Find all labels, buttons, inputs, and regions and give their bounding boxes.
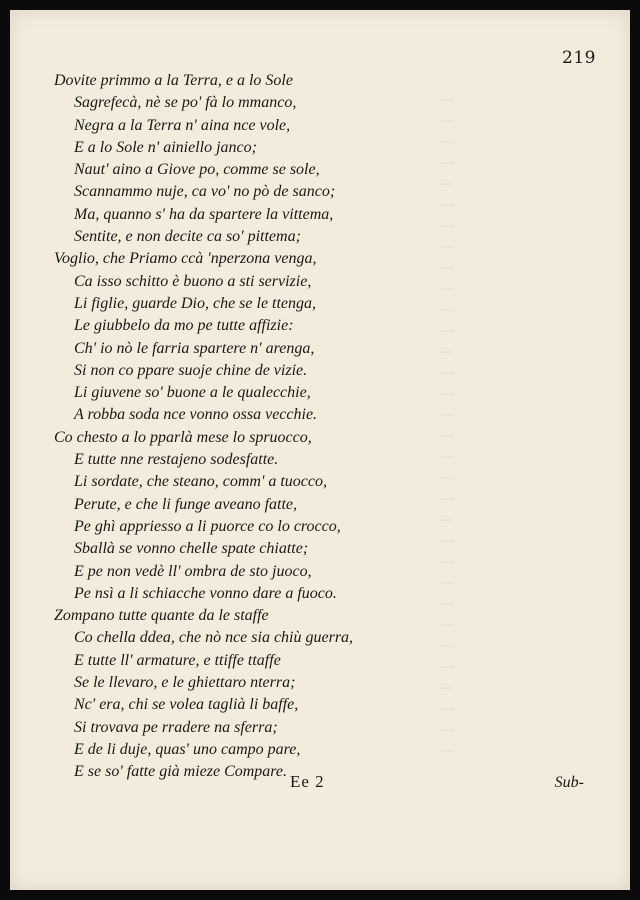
poem-line: Si non co ppare suoje chine de vizie. [74,361,308,379]
poem-line: Pe nsì a li schiacche vonno dare a fuoco. [74,584,337,602]
poem-line: E a lo Sole n' ainiello janco; [74,138,257,156]
poem-line: Ca isso schitto è buono a sti servizie, [74,272,312,290]
poem-line: Scannammo nuje, ca vo' no pò de sanco; [74,183,336,201]
signature-mark: Ee 2 [290,772,325,791]
poem-line: Pe ghì appriesso a li puorce co lo crocco, [74,517,341,535]
poem-line: Co chella ddea, che nò nce sia chiù guerra, [74,629,354,647]
poem-line: Naut' aino a Giove po, comme se sole, [74,161,320,179]
poem-line: Ma, quanno s' ha da spartere la vittema, [74,205,334,223]
page-footer [10,772,630,798]
poem-line: E pe non vedè ll' ombra de sto juoco, [74,562,312,580]
poem-line: Ch' io nò le farria spartere n' arenga, [74,339,315,357]
show-through-text: — — — — — — — — — — — — — — — — — — — — — — — — — — — — — — — — [440,92,454,759]
poem-line: Se le llevaro, e le ghiettaro nterra; [74,674,296,692]
poem-line: Sballà se vonno chelle spate chiatte; [74,540,309,558]
poem-line: Sagrefecà, nè se po' fà lo mmanco, [74,94,297,112]
page-number: 219 [562,48,596,68]
poem-line: Co chesto a lo pparlà mese lo spruocco, [54,428,312,446]
poem-line: Li giuvene so' buone a le qualecchie, [74,384,311,402]
book-page [10,10,630,890]
poem-line: Si trovava pe rradere na sferra; [74,718,278,736]
poem-line: E de li duje, quas' uno campo pare, [74,740,301,758]
poem-line: Perute, e che li funge aveano fatte, [74,495,298,513]
poem-line: Le giubbelo da mo pe tutte affizie: [74,317,294,335]
poem-line: E se so' fatte già mieze Compare. [74,763,288,781]
poem-line: E tutte ll' armature, e ttiffe ttaffe [74,651,281,669]
poem-line: Voglio, che Priamo ccà 'nperzona venga, [54,250,317,268]
poem-line: A robba soda nce vonno ossa vecchie. [74,406,318,424]
poem-text [54,70,494,784]
poem-line: E tutte nne restajeno sodesfatte. [74,451,279,469]
poem-line: Nc' era, chi se volea taglià li baffe, [74,696,299,714]
poem-line: Negra a la Terra n' aina nce vole, [74,116,291,134]
poem-line: Zompano tutte quante da le staffe [54,607,269,625]
poem-line: Li sordate, che steano, comm' a tuocco, [74,473,328,491]
catchword: Sub- [554,774,584,791]
poem-line: Sentite, e non decite ca so' pittema; [74,228,301,246]
poem-line: Dovite primmo a la Terra, e a lo Sole [54,72,293,89]
poem-line: Li figlie, guarde Dio, che se le ttenga, [74,294,317,312]
